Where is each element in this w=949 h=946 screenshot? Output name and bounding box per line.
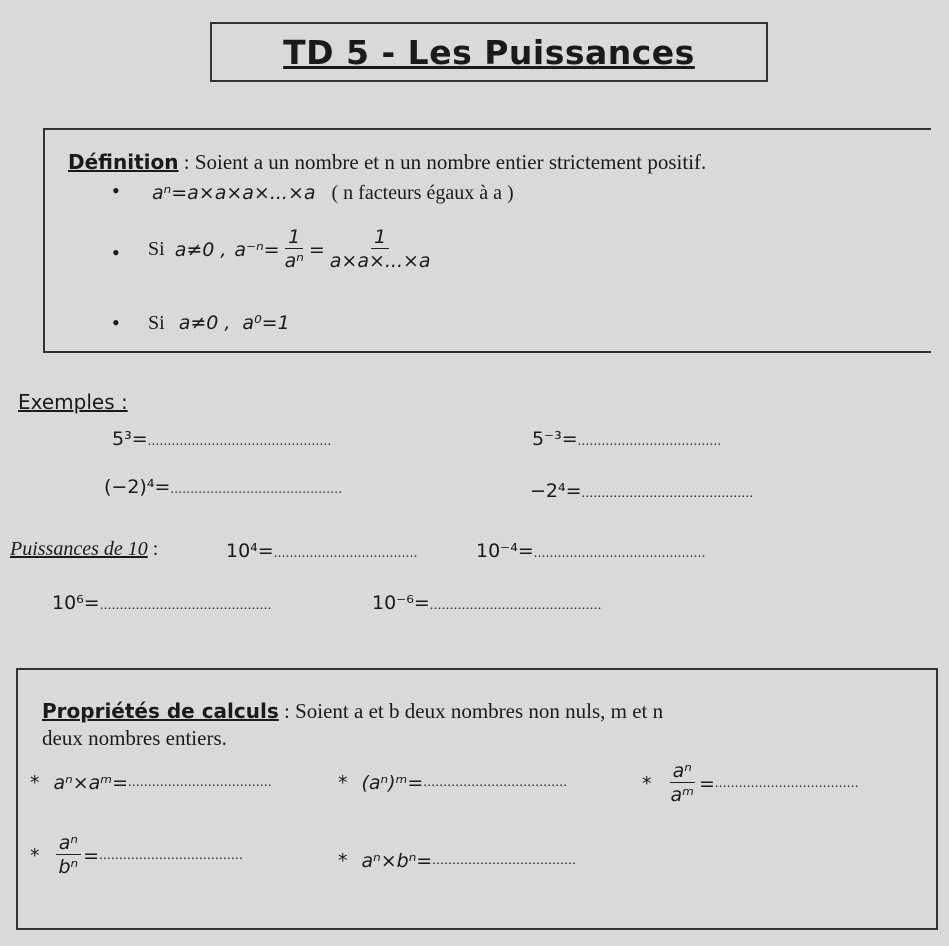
power10-3-blank[interactable]: ...........................................	[99, 598, 272, 613]
property-5-blank[interactable]: ....................................	[432, 853, 577, 868]
powers10-heading: Puissances de 10	[10, 538, 148, 560]
property-2-expr: (aⁿ)ᵐ=	[361, 772, 424, 794]
power10-2-blank[interactable]: ...........................................	[533, 546, 706, 561]
property-3-star: *	[642, 772, 652, 795]
rule-2-f2-den: a×a×...×a	[329, 250, 431, 272]
property-3-eq: =	[698, 772, 715, 795]
rule-3-expr: a⁰=1	[242, 312, 290, 334]
property-3-num: aⁿ	[670, 760, 695, 783]
power10-4-expr: 10⁻⁶=	[372, 592, 430, 614]
power10-2	[476, 540, 706, 562]
property-3-blank[interactable]: ....................................	[714, 775, 859, 791]
bullet-3: •	[112, 310, 120, 335]
power10-2-expr: 10⁻⁴=	[476, 540, 534, 562]
property-4-star: *	[30, 844, 40, 867]
rule-3-si: Si	[148, 312, 165, 334]
property-3	[642, 760, 859, 807]
rule-2-eq: =	[308, 238, 325, 261]
definition-intro-text: : Soient a un nombre et n un nombre entier strictement positif.	[178, 150, 707, 174]
property-4	[30, 832, 243, 879]
property-3-den: aᵐ	[670, 784, 694, 806]
rule-2	[148, 226, 436, 273]
property-4-blank[interactable]: ....................................	[99, 847, 244, 863]
rule-1-expr: aⁿ=a×a×a×...×a	[152, 182, 316, 204]
property-5-star: *	[338, 850, 348, 872]
property-2-blank[interactable]: ....................................	[423, 775, 568, 790]
properties-intro-text: : Soient a et b deux nombres non nuls, m et n	[278, 699, 664, 723]
power10-4	[372, 592, 602, 614]
example-2-expr: 5⁻³=	[532, 428, 578, 450]
examples-heading: Exemples :	[18, 390, 128, 414]
property-2-star: *	[338, 772, 348, 794]
property-4-num: aⁿ	[56, 832, 81, 855]
rule-2-fraction-1	[282, 226, 307, 273]
property-1-blank[interactable]: ....................................	[128, 775, 273, 790]
bullet-2: •	[112, 240, 120, 265]
example-1	[112, 428, 332, 450]
example-1-blank[interactable]: ..............................................	[147, 434, 332, 449]
rule-2-lhs: a⁻ⁿ=	[234, 238, 280, 261]
rule-3-cond: a≠0 ,	[178, 312, 231, 334]
rule-2-f2-num: 1	[371, 226, 389, 249]
property-1-star: *	[30, 772, 40, 794]
rule-1	[152, 182, 514, 205]
rule-2-f1-num: 1	[285, 226, 303, 249]
example-1-expr: 5³=	[112, 428, 148, 450]
properties-heading: Propriétés de calculs	[42, 699, 279, 723]
example-2	[532, 428, 722, 450]
power10-3-expr: 10⁶=	[52, 592, 100, 614]
page-title: TD 5 - Les Puissances	[283, 32, 695, 72]
bullet-1: •	[112, 178, 120, 203]
power10-1-blank[interactable]: ....................................	[273, 546, 418, 561]
property-2	[338, 772, 567, 794]
power10-1-expr: 10⁴=	[226, 540, 274, 562]
property-4-den: bⁿ	[58, 856, 79, 878]
properties-intro	[42, 697, 663, 725]
rule-1-note: ( n facteurs égaux à a )	[331, 182, 514, 204]
property-1	[30, 772, 272, 794]
rule-3	[148, 312, 290, 335]
example-3-expr: (−2)⁴=	[104, 476, 171, 498]
example-2-blank[interactable]: ....................................	[577, 434, 722, 449]
property-1-expr: aⁿ×aᵐ=	[53, 772, 129, 794]
example-4-expr: −2⁴=	[530, 480, 582, 502]
example-3	[104, 476, 342, 498]
example-3-blank[interactable]: ...........................................	[170, 482, 343, 497]
property-4-fraction	[56, 832, 82, 879]
power10-3	[52, 592, 272, 614]
example-4	[530, 480, 754, 502]
definition-heading: Définition	[68, 150, 179, 174]
title-box	[210, 22, 768, 82]
powers10-colon: :	[147, 538, 159, 560]
power10-1	[226, 540, 418, 562]
powers10-line	[10, 538, 158, 561]
properties-intro-line2: deux nombres entiers.	[42, 726, 227, 750]
power10-4-blank[interactable]: ...........................................	[429, 598, 602, 613]
rule-2-si: Si	[148, 238, 165, 260]
rule-2-fraction-2	[327, 226, 434, 273]
property-4-eq: =	[83, 844, 100, 867]
definition-intro	[68, 148, 706, 176]
property-3-fraction	[668, 760, 697, 807]
example-4-blank[interactable]: ...........................................	[581, 486, 754, 501]
rule-2-f1-den: aⁿ	[284, 250, 304, 272]
property-5	[338, 850, 576, 872]
property-5-expr: aⁿ×bⁿ=	[361, 850, 433, 872]
rule-2-cond: a≠0 ,	[174, 238, 227, 261]
